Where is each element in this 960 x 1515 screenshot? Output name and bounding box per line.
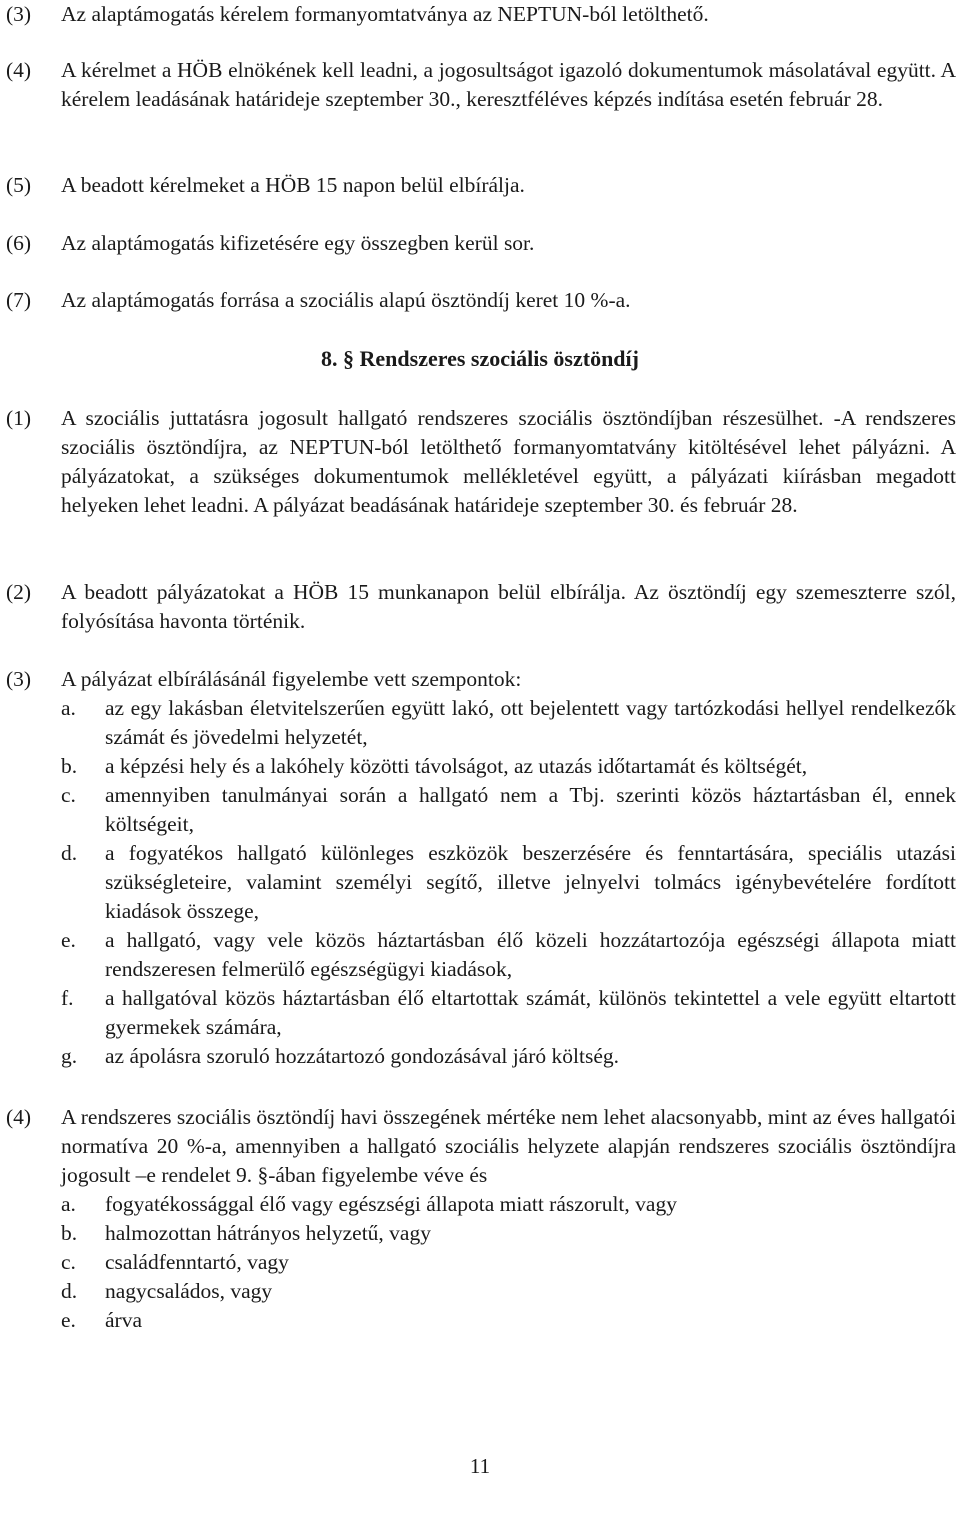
list-letter: a.: [61, 696, 76, 720]
paragraph-7: [6, 286, 956, 315]
paragraph-number: (7): [6, 288, 32, 312]
list-letter: e.: [61, 928, 76, 952]
list-letter: f.: [61, 986, 74, 1010]
paragraph-number: (1): [6, 406, 32, 430]
list-item: [61, 1042, 956, 1071]
section-paragraph-3: [6, 665, 956, 1071]
paragraph-text: A beadott pályázatokat a HÖB 15 munkanapon belül elbírálja. Az ösztöndíj egy szemeszterre szól, folyósítása havonta történik.: [61, 580, 956, 633]
paragraph-text: A beadott kérelmeket a HÖB 15 napon belül elbírálja.: [61, 173, 525, 197]
paragraph-number: (4): [6, 58, 32, 82]
amount-intro: A rendszeres szociális ösztöndíj havi összegének mértéke nem lehet alacsonyabb, mint az éves hallgatói normatíva 20 %-a, amennyiben a hallgató szociális helyzete alapján rendszeres szociális ösztöndíjra jogosult –e rendelet 9. §-ában figyelembe véve és: [61, 1105, 956, 1187]
list-item: [61, 1277, 956, 1306]
section-paragraph-2: [6, 578, 956, 636]
list-text: fogyatékossággal élő vagy egészségi állapota miatt rászorult, vagy: [105, 1192, 677, 1216]
paragraph-5: [6, 171, 956, 200]
list-text: a képzési hely és a lakóhely közötti távolságot, az utazás időtartamát és költségét,: [105, 754, 808, 778]
list-item: [61, 1306, 956, 1335]
list-item: [61, 781, 956, 839]
list-letter: c.: [61, 1250, 76, 1274]
list-item: [61, 839, 956, 926]
paragraph-6: [6, 229, 956, 258]
list-item: [61, 926, 956, 984]
criteria-intro: A pályázat elbírálásánál figyelembe vett szempontok:: [61, 667, 522, 691]
list-item: [61, 1190, 956, 1219]
paragraph-text: Az alaptámogatás forrása a szociális alapú ösztöndíj keret 10 %-a.: [61, 288, 631, 312]
amount-block: [61, 1103, 956, 1335]
list-text: amennyiben tanulmányai során a hallgató nem a Tbj. szerinti közös háztartásban él, ennek költségeit,: [105, 783, 956, 836]
paragraph-number: (4): [6, 1105, 32, 1129]
list-item: [61, 694, 956, 752]
list-text: árva: [105, 1308, 142, 1332]
list-item: [61, 752, 956, 781]
list-text: az ápolásra szoruló hozzátartozó gondozásával járó költség.: [105, 1044, 619, 1068]
list-letter: a.: [61, 1192, 76, 1216]
page-number: 11: [469, 1454, 491, 1478]
list-text: a hallgató, vagy vele közös háztartásban élő közeli hozzátartozója egészségi állapota miatt rendszeresen felmerülő egészségügyi kiadások,: [105, 928, 956, 981]
list-item: [61, 1219, 956, 1248]
list-letter: c.: [61, 783, 76, 807]
paragraph-text: A kérelmet a HÖB elnökének kell leadni, a jogosultságot igazoló dokumentumok másolatával együtt. A kérelem leadásának határideje szeptember 30., keresztféléves képzés indítása esetén február 28.: [61, 58, 956, 111]
list-letter: d.: [61, 1279, 78, 1303]
list-letter: b.: [61, 1221, 78, 1245]
list-item: [61, 984, 956, 1042]
list-text: családfenntartó, vagy: [105, 1250, 289, 1274]
section-paragraph-1: [6, 404, 956, 520]
list-text: nagycsaládos, vagy: [105, 1279, 273, 1303]
paragraph-text: A szociális juttatásra jogosult hallgató rendszeres szociális ösztöndíjban részesülhet. -A rendszeres szociális ösztöndíjra, az NEPTUN-ból letölthető formanyomtatvány kitöltésével lehet pályázni. A pályázatokat, a szükséges dokumentumok mellékletével együtt, a pályázati kiírásban megadott helyeken lehet leadni. A pályázat beadásának határideje szeptember 30. és február 28.: [61, 406, 956, 517]
paragraph-text: Az alaptámogatás kifizetésére egy összegben kerül sor.: [61, 231, 535, 255]
list-text: a fogyatékos hallgató különleges eszközök beszerzésére és fenntartására, speciális utazási szükségleteire, valamint személyi segítő, illetve jelnyelvi tolmács igénybevételére fordított kiadások összege,: [105, 841, 956, 923]
paragraph-text: Az alaptámogatás kérelem formanyomtatványa az NEPTUN-ból letölthető.: [61, 2, 709, 26]
paragraph-number: (3): [6, 667, 32, 691]
list-letter: g.: [61, 1044, 78, 1068]
section-heading: 8. § Rendszeres szociális ösztöndíj: [321, 346, 639, 371]
paragraph-number: (3): [6, 2, 32, 26]
paragraph-4: [6, 56, 956, 114]
list-text: halmozottan hátrányos helyzetű, vagy: [105, 1221, 431, 1245]
list-text: az egy lakásban életvitelszerűen együtt lakó, ott bejelentett vagy tartózkodási hellyel rendelkezők számát és jövedelmi helyzetét,: [105, 696, 956, 749]
paragraph-number: (5): [6, 173, 32, 197]
list-letter: d.: [61, 841, 78, 865]
section-paragraph-4: [6, 1103, 956, 1335]
list-text: a hallgatóval közös háztartásban élő eltartottak számát, különös tekintettel a vele együtt eltartott gyermekek számára,: [105, 986, 956, 1039]
list-letter: e.: [61, 1308, 76, 1332]
criteria-block: [61, 665, 956, 1071]
list-item: [61, 1248, 956, 1277]
paragraph-number: (6): [6, 231, 32, 255]
paragraph-3: [6, 0, 956, 29]
paragraph-number: (2): [6, 580, 32, 604]
list-letter: b.: [61, 754, 78, 778]
